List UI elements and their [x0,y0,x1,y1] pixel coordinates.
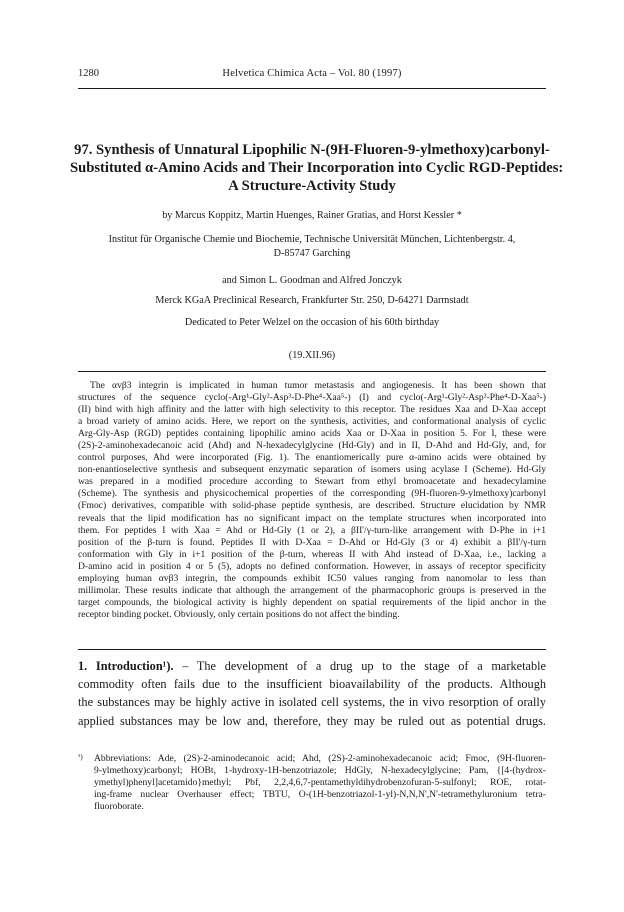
introduction-section [78,657,546,730]
abstract-line: was prepared in a modified procedure according to Stewart from ethyl bromoacetate and hexadecylamine [78,476,546,488]
footnote-line: fluoroborate. [94,801,144,812]
article-title [70,141,564,195]
abstract-rule-top [78,371,546,372]
abstract-line: (Fmoc) derivatives, compatible with solid-phase peptide synthesis, are described. Structure elucidation by NMR [78,500,546,512]
abstract-line: (2S)-2-aminohexadecanoic acid (Ahd) and N-hexadecylglycine (Hd-Gly) and in II, D-Ahd and Hd-Gly, and, for [78,440,546,452]
author-list: by Marcus Koppitz, Martin Huenges, Rainer Gratias, and Horst Kessler * [162,210,462,221]
title-line: A Structure-Activity Study [228,178,396,194]
footnote-line: 9-ylmethoxy)carbonyl; HOBt, 1-hydroxy-1H-benzotriazole; HdGly, N-hexadecylglycine; Pam, {[4-(hydrox- [94,765,546,776]
abstract-line: (Scheme). The synthesis and physicochemical properties of the corresponding (9H-fluoren-9-ylmethoxy)carbonyl [78,488,546,500]
abstract-line: target compounds, the biological activity is highly dependent on spatial requirements of the lipid anchor in the [78,596,546,608]
abstract-rule-bottom [78,649,546,650]
footnote-mark: ¹) [78,752,83,761]
intro-text: – The development of a drug up to the stage of a marketable [173,659,546,673]
intro-line: applied substances may be low and, therefore, they may be ruled out as potential drugs. [78,713,546,728]
abstract-line: conformation with Gly in i+1 position of the β-turn, whereas II with Ahd instead of D-Xaa, i.e., lacking a [78,548,546,560]
affiliation-line: Institut für Organische Chemie und Biochemie, Technische Universität München, Lichtenbergstr. 4, [108,234,516,245]
affiliation-line: D-85747 Garching [273,248,351,259]
intro-line: commodity often fails due to the insufficient bioavailability of the products. Although [78,677,546,692]
abstract-line: The αvβ3 integrin is implicated in human tumor metastasis and angiogenesis. It has been shown that [90,380,546,391]
title-line: 97. Synthesis of Unnatural Lipophilic N-(9H-Fluoren-9-ylmethoxy)carbonyl- [74,142,550,158]
abstract-line: employing human αvβ3 integrin, the compounds exhibit IC50 values ranging from nanomolar to less than [78,572,546,584]
abstract-line: them. For peptides I with Xaa = Ahd or Hd-Gly (1 or 2), a βII'/γ-turn-like arrangement with D-Phe in i+1 [78,524,546,536]
abstract-line: (II) bind with high affinity and the latter with high selectivity to this receptor. The residues Xaa and D-Xaa accept [78,404,546,416]
abstract-line: position of the β-turn is found. Peptides II with D-Xaa = D-Ahd or Hd-Gly (3 or 4) exhibit a βII'/γ-turn [78,536,546,548]
abstract-line: millimolar. These results indicate that although the arrangement of the pharmacophoric groups is preserved in the [78,584,546,596]
page-number: 1280 [78,68,99,79]
abstract-line: reveals that the lipid modification has no significant impact on the template structures when incorporated into [78,512,546,524]
dedication: Dedicated to Peter Welzel on the occasion of his 60th birthday [184,317,440,328]
abstract-line: D-amino acid in position 4 or 5 (5), adopts no defined conformation. However, in assays of receptor specificity [78,560,546,572]
footnote [78,753,546,813]
abstract-line: non-enantioselective synthesis and subsequent enzymatic separation of isomers using acylase I (Scheme). Hd-Gly [78,464,546,476]
footnote-line: Abbreviations: Ade, (2S)-2-aminodecanoic acid; Ahd, (2S)-2-aminohexadecanoic acid; Fmoc, (9H-fluoren- [94,753,546,764]
title-line: Substituted α-Amino Acids and Their Incorporation into Cyclic RGD-Peptides: [70,160,564,176]
footnote-line: ing-frame nuclear Overhauser effect; TBTU, O-(1H-benzotriazol-1-yl)-N,N,N',N'-tetramethyluronium tetra- [94,789,546,800]
footnote-line: ymethyl)phenyl]acetamido}methyl; Pbf, 2,2,4,6,7-pentamethyldihydrobenzofuran-5-sulfonyl; ROE, rotat- [94,777,546,788]
abstract-line: control purposes, Ahd were incorporated (Fig. 1). The enantiomerically pure α-amino acids were obtained by [78,452,546,464]
affiliation-second: Merck KGaA Preclinical Research, Frankfurter Str. 250, D-64271 Darmstadt [155,295,469,306]
author-list-second: and Simon L. Goodman and Alfred Jonczyk [222,275,402,286]
section-heading: 1. Introduction¹). [78,659,174,673]
intro-line: the substances may be highly active in isolated cell systems, the in vivo resorption of orally [78,695,546,710]
abstract [78,380,546,621]
journal-citation: Helvetica Chimica Acta – Vol. 80 (1997) [222,68,402,79]
received-date: (19.XII.96) [288,350,336,361]
affiliation [78,233,546,261]
abstract-line: Arg-Gly-Asp (RGD) peptides containing lipophilic amino acids Xaa or D-Xaa in position 5. For I, these were [78,428,546,440]
abstract-line: a broad variety of amino acids. Here, we report on the synthesis, activities, and conformational analysis of cyclic [78,416,546,428]
abstract-line: structures of the sequence cyclo(-Arg¹-Gly²-Asp³-D-Phe⁴-Xaa⁵-) (I) and cyclo(-Arg¹-Gly²-Asp³-Phe⁴-D-Xaa⁵-) [78,392,546,404]
intro-first-line [78,657,546,675]
abstract-line: receptor binding pocket. Obviously, only certain positions do not affect the binding. [78,608,400,620]
running-head [78,68,546,84]
header-rule [78,88,546,89]
